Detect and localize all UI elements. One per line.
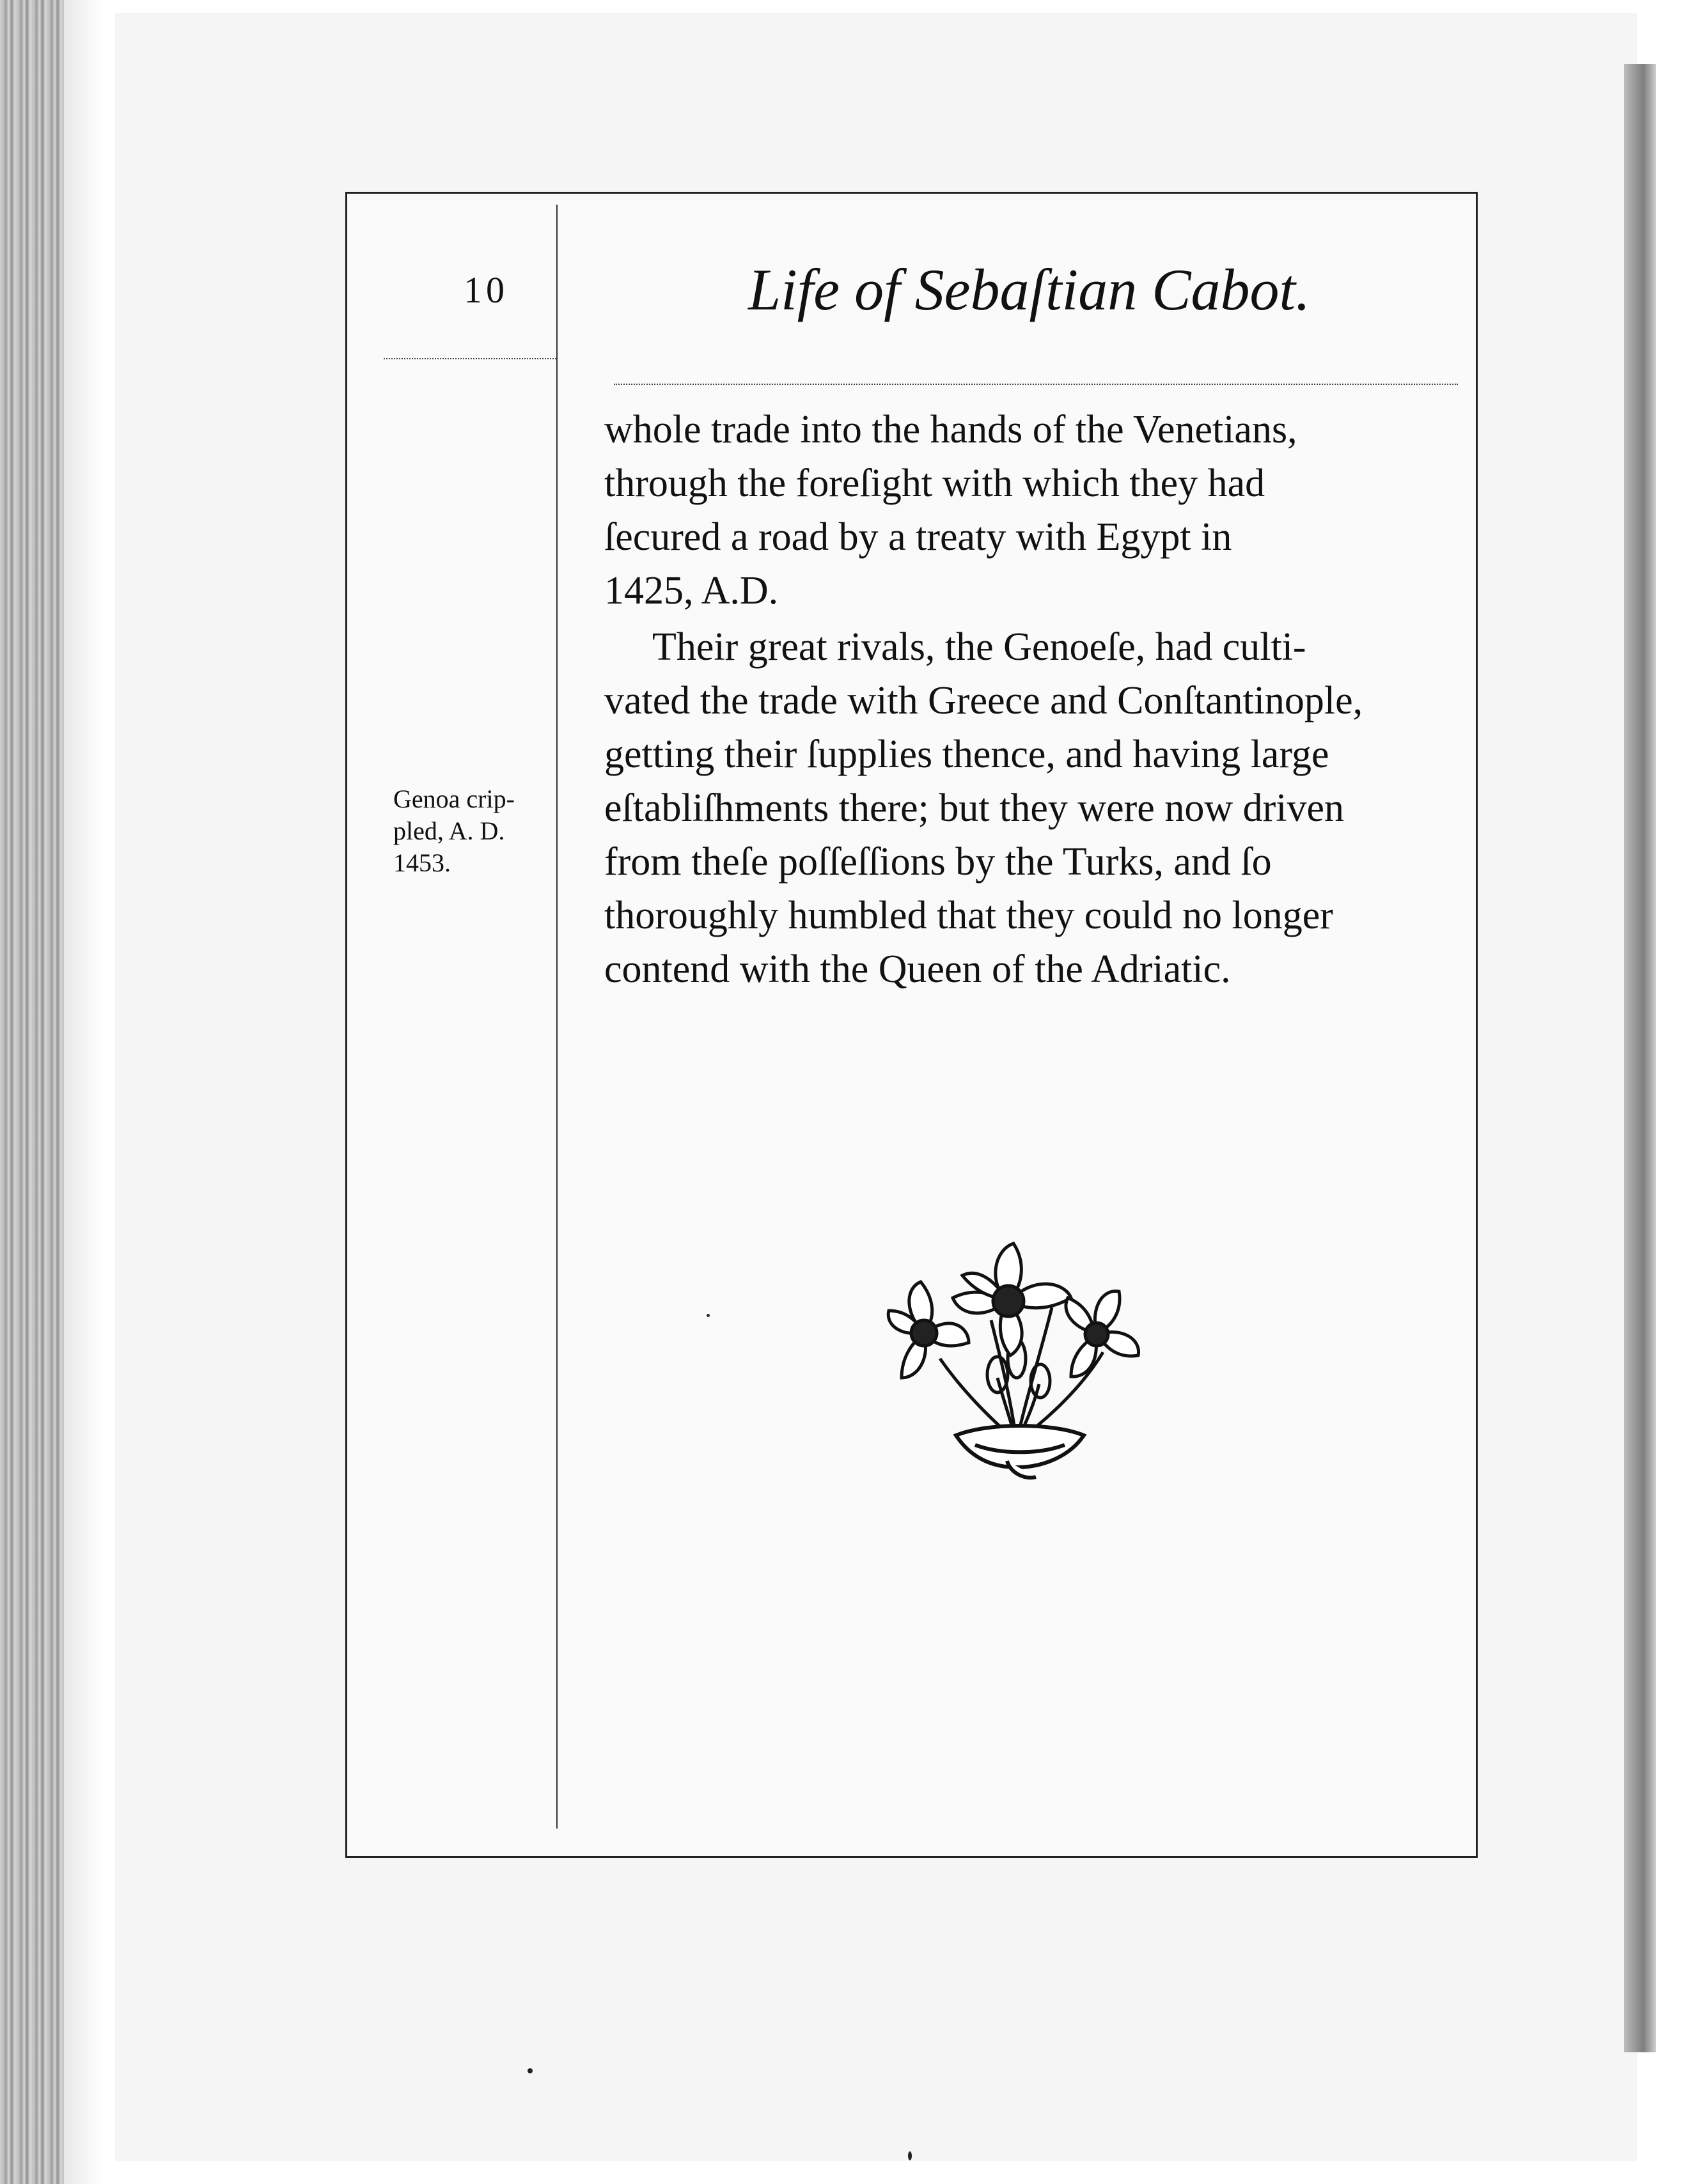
paragraph: whole trade into the hands of the Venetians, through the foreſight with which they had ſecured a road by a treaty with Egypt in 1425, A.D. xyxy=(604,408,1297,612)
ink-speck xyxy=(908,2151,912,2160)
paragraph: Their great rivals, the Genoeſe, had culti- vated the trade with Greece and Conſtantinople, getting their ſupplies thence, and having large eſtabliſhments there; but they were now driven from theſe poſſeſſions by the Turks, and ſo thoroughly humbled that they could no longer contend with the Queen of the Adriatic. xyxy=(604,625,1363,991)
page-number: 10 xyxy=(464,269,508,311)
ink-speck xyxy=(528,2068,533,2073)
page-right-edge xyxy=(1624,64,1656,2052)
margin-note: Genoa crip- pled, A. D. 1453. xyxy=(393,784,515,877)
body-text xyxy=(604,403,1461,996)
book-edge xyxy=(0,0,102,2184)
ink-speck xyxy=(707,1314,710,1317)
header-rule-left xyxy=(384,358,556,359)
running-title: Life of Sebaſtian Cabot. xyxy=(748,257,1311,322)
floral-bouquet-icon xyxy=(879,1231,1154,1486)
header-rule-right xyxy=(614,384,1458,385)
margin-divider xyxy=(556,205,558,1829)
